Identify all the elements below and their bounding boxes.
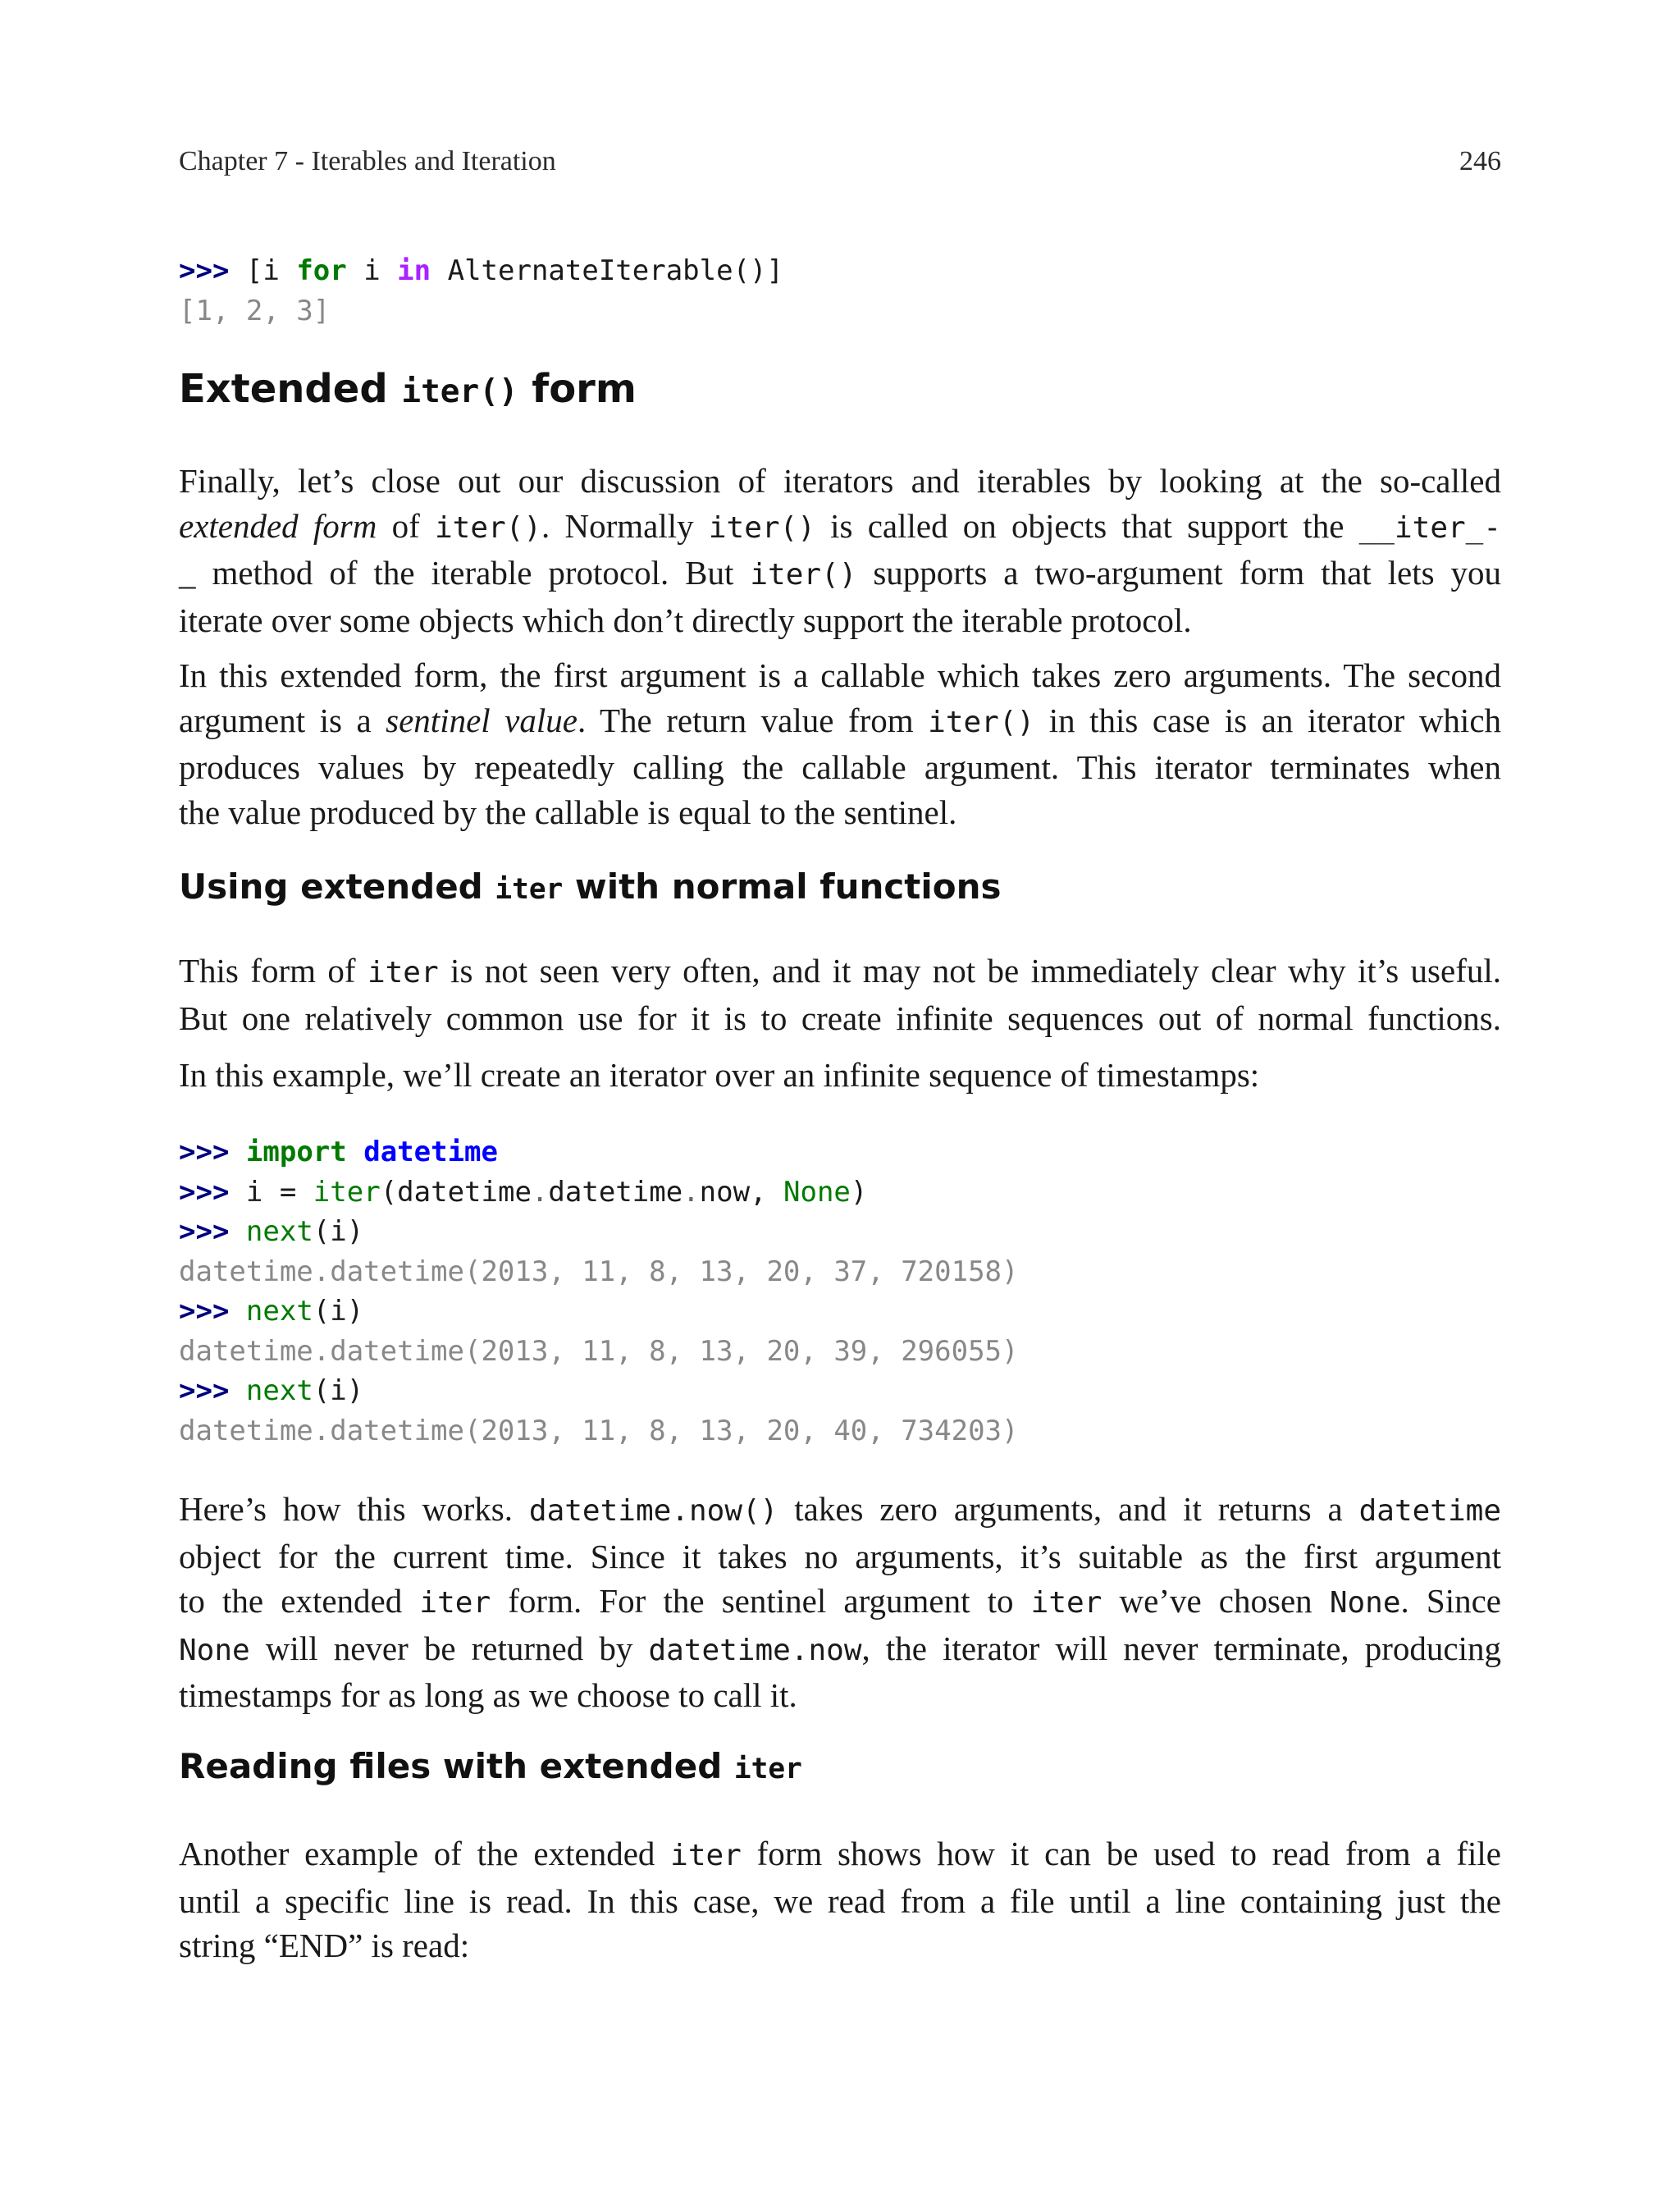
code-output: datetime.datetime(2013, 11, 8, 13, 20, 40, 734203) (179, 1414, 1019, 1447)
heading-reading-files: Reading files with extended iter (179, 1746, 802, 1786)
code-output: datetime.datetime(2013, 11, 8, 13, 20, 37, 720158) (179, 1255, 1019, 1288)
paragraph-timestamps-intro: In this example, we’ll create an iterator over an infinite sequence of timestamps: (179, 1056, 1260, 1094)
keyword-in: in (397, 254, 431, 287)
paragraph-sentinel: In this extended form, the first argument is a callable which takes zero arguments. The second argument is a sentinel value. The return value from iter() in this case is an iterator which produces values by repeatedly calling the callable argument. This iterator terminates when the value produced by the callable is equal to the sentinel. (179, 656, 1502, 831)
code-line: >>> import datetime (179, 1136, 498, 1168)
repl-prompt: >>> (179, 1295, 230, 1328)
page-number: 246 (1459, 146, 1501, 176)
paragraph-how-it-works: Here’s how this works. datetime.now() takes zero arguments, and it returns a datetime object for the current time. Since it takes no arguments, it’s suitable as the first argument to the extended iter form. For the sentinel argument to iter we’ve chosen None. Since None will never be returned by datetime.now, the iterator will never terminate, producing timestamps for as long as we choose to call it. (179, 1490, 1502, 1714)
paragraph-extended-form-intro: Finally, let’s close out our discussion of iterators and iterables by looking at the so-called extended form of iter(). Normally iter() is called on objects that support the __iter_- _ method of the iterable protocol. But iter() supports a two-argument form that lets you iterate over some objects which don’t directly support the iterable protocol. (179, 462, 1502, 639)
code-block-alternate-iterable (179, 251, 783, 331)
code-line: >>> next(i) (179, 1374, 364, 1407)
code-output: datetime.datetime(2013, 11, 8, 13, 20, 39, 296055) (179, 1334, 1019, 1368)
code-line: >>> i = iter(datetime.datetime.now, None) (179, 1175, 868, 1209)
paragraph-form-usefulness: This form of iter is not seen very often, and it may not be immediately clear why it’s useful. But one relatively common use for it is to create infinite sequences out of normal functions. (179, 952, 1501, 1037)
repl-prompt: >>> (179, 1215, 230, 1248)
code-line: >>> next(i) (179, 1215, 364, 1248)
code-line: >>> [i for i in AlternateIterable()] (179, 254, 783, 287)
paragraph-read-until-end: Another example of the extended iter form shows how it can be used to read from a file until a specific line is read. In this case, we read from a file until a line containing just the string “END” is read: (179, 1835, 1502, 1964)
repl-prompt: >>> (179, 1175, 230, 1209)
keyword-for: for (296, 254, 347, 287)
code-line: >>> next(i) (179, 1295, 364, 1328)
code-output: [1, 2, 3] (179, 294, 331, 327)
repl-prompt: >>> (179, 254, 230, 287)
repl-prompt: >>> (179, 1136, 230, 1168)
code-block-datetime (179, 1132, 1019, 1451)
chapter-title: Chapter 7 - Iterables and Iteration (179, 146, 556, 176)
repl-prompt: >>> (179, 1374, 230, 1407)
running-header (179, 146, 1501, 177)
heading-extended-iter-form: Extended iter() form (179, 366, 637, 412)
heading-using-extended-iter: Using extended iter with normal functions (179, 866, 1002, 907)
